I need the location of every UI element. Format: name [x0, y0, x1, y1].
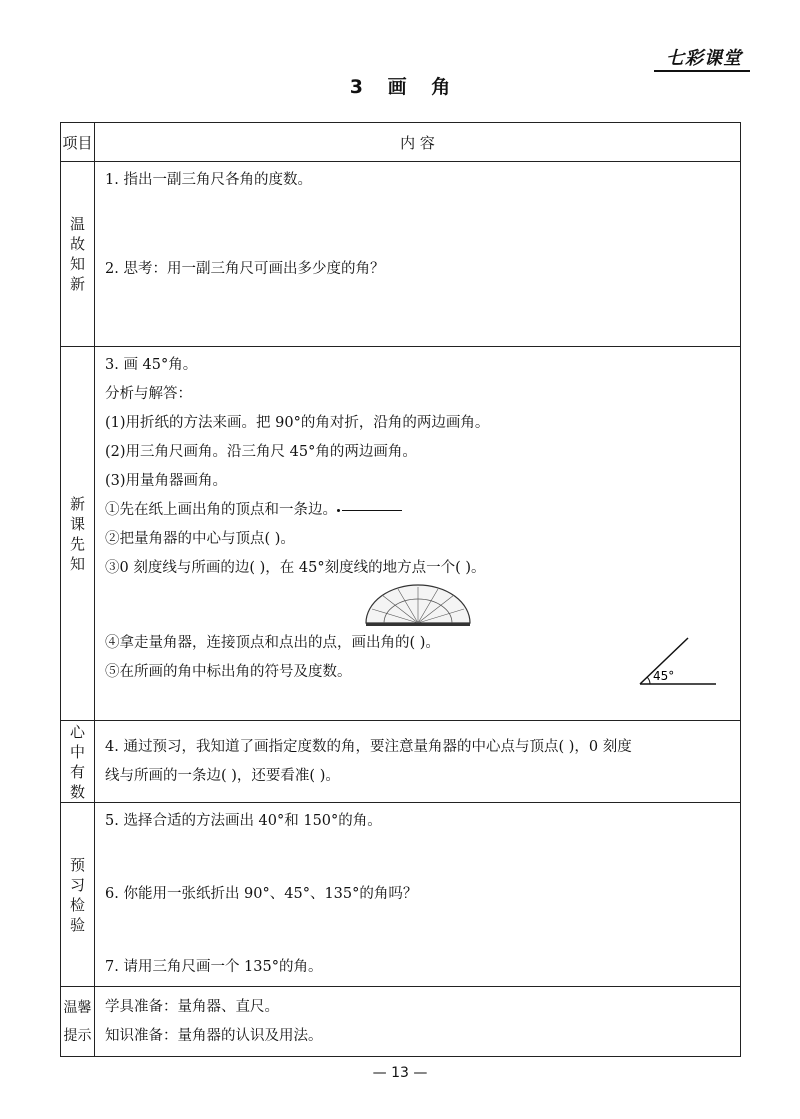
step-2: ②把量角器的中心与顶点( )。	[105, 531, 295, 547]
section-check	[61, 803, 741, 987]
page-number: — 13 —	[372, 1065, 428, 1081]
question-4-line-2: 线与所画的一条边( )，还要看准( )。	[105, 768, 340, 784]
section-label-heart: 心中有数	[61, 721, 95, 803]
question-2: 2. 思考：用一副三角尺可画出多少度的角？	[105, 261, 385, 277]
step-4: ④拿走量角器，连接顶点和点出的点，画出角的( )。	[105, 635, 440, 651]
section-content-heart	[95, 721, 741, 803]
angle-label: 45°	[653, 669, 675, 683]
question-3: 3. 画 45°角。	[105, 357, 198, 373]
question-6: 6. 你能用一张纸折出 90°、45°、135°的角吗？	[105, 886, 418, 902]
analysis-heading: 分析与解答：	[105, 386, 192, 402]
section-review	[61, 162, 741, 347]
method-3: (3)用量角器画角。	[105, 473, 228, 489]
section-new	[61, 347, 741, 721]
section-content-check	[95, 803, 741, 987]
protractor-image	[105, 583, 730, 629]
step-5: ⑤在所画的角中标出角的符号及度数。 45°	[105, 658, 730, 687]
section-content-tips	[95, 987, 741, 1057]
worksheet-table	[60, 122, 741, 1057]
drawn-edge	[342, 510, 402, 511]
section-heart	[61, 721, 741, 803]
section-content-review	[95, 162, 741, 347]
tip-tools: 学具准备：量角器、直尺。	[105, 999, 279, 1015]
question-7: 7. 请用三角尺画一个 135°的角。	[105, 959, 323, 975]
step-3: ③0 刻度线与所画的边( )，在 45°刻度线的地方点一个( )。	[105, 560, 486, 576]
header-item: 项目	[61, 123, 95, 162]
section-content-new	[95, 347, 741, 721]
section-label-tips: 温馨提示	[61, 987, 95, 1057]
question-5: 5. 选择合适的方法画出 40°和 150°的角。	[105, 813, 382, 829]
table-header-row	[61, 123, 741, 162]
section-tips	[61, 987, 741, 1057]
tip-knowledge: 知识准备：量角器的认识及用法。	[105, 1028, 323, 1044]
section-label-review: 温故知新	[61, 162, 95, 347]
question-1: 1. 指出一副三角尺各角的度数。	[105, 172, 312, 188]
method-1: (1)用折纸的方法来画。把 90°的角对折，沿角的两边画角。	[105, 415, 490, 431]
section-label-new: 新课先知	[61, 347, 95, 721]
section-label-check: 预习检验	[61, 803, 95, 987]
step-1: ①先在纸上画出角的顶点和一条边。	[105, 496, 730, 525]
brand-logo: 七彩课堂	[666, 48, 742, 69]
page-title: 3 画 角	[349, 76, 451, 98]
method-2: (2)用三角尺画角。沿三角尺 45°角的两边画角。	[105, 444, 417, 460]
header-content: 内 容	[95, 123, 741, 162]
angle-45-figure	[636, 634, 720, 694]
vertex-dot	[337, 509, 340, 512]
question-4-line-1: 4. 通过预习，我知道了画指定度数的角，要注意量角器的中心点与顶点( )，0 刻度	[105, 739, 632, 755]
